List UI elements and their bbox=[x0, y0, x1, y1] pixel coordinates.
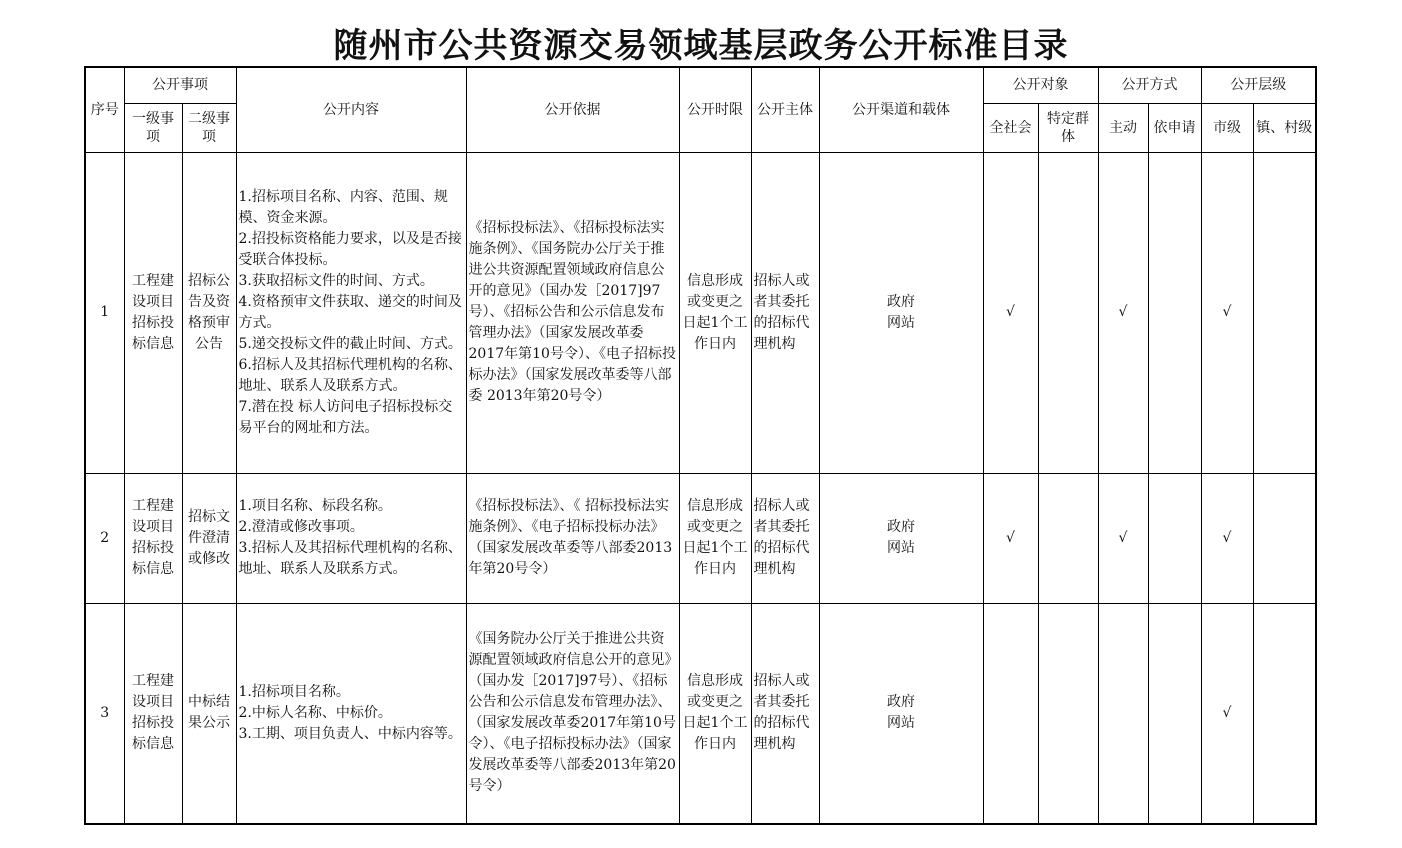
header-method-request: 依申请 bbox=[1148, 103, 1201, 152]
row-method-active-check bbox=[1098, 603, 1148, 824]
row-subject: 招标人或者其委托的招标代理机构 bbox=[751, 603, 819, 824]
row-level2: 招标文件澄清或修改 bbox=[182, 473, 236, 603]
header-basis: 公开依据 bbox=[466, 67, 679, 152]
row-level-city-check: √ bbox=[1201, 473, 1253, 603]
header-time-limit: 公开时限 bbox=[679, 67, 751, 152]
row-method-request-check bbox=[1148, 603, 1201, 824]
header-matter: 公开事项 bbox=[124, 67, 236, 103]
row-content: 1.招标项目名称。 2.中标人名称、中标价。 3.工期、项目负责人、中标内容等。 bbox=[236, 603, 466, 824]
row-seq: 1 bbox=[85, 152, 124, 473]
row-method-active-check: √ bbox=[1098, 152, 1148, 473]
table-row bbox=[85, 603, 1316, 824]
row-level-city-check: √ bbox=[1201, 603, 1253, 824]
row-method-active-check: √ bbox=[1098, 473, 1148, 603]
row-subject: 招标人或者其委托的招标代理机构 bbox=[751, 473, 819, 603]
row-target-all-check: √ bbox=[983, 473, 1038, 603]
header-subject: 公开主体 bbox=[751, 67, 819, 152]
row-level2: 招标公告及资格预审公告 bbox=[182, 152, 236, 473]
header-level: 公开层级 bbox=[1201, 67, 1316, 103]
page-title: 随州市公共资源交易领域基层政务公开标准目录 bbox=[333, 26, 1069, 66]
header-channel: 公开渠道和载体 bbox=[819, 67, 983, 152]
row-seq: 3 bbox=[85, 603, 124, 824]
header-level-town: 镇、村级 bbox=[1253, 103, 1316, 152]
row-target-specific-check bbox=[1038, 473, 1098, 603]
row-method-request-check bbox=[1148, 152, 1201, 473]
catalog-table bbox=[84, 66, 1317, 825]
header-target-specific: 特定群体 bbox=[1038, 103, 1098, 152]
row-level-town-check bbox=[1253, 473, 1316, 603]
row-time-limit: 信息形成或变更之日起1个工作日内 bbox=[679, 152, 751, 473]
header-target-all: 全社会 bbox=[983, 103, 1038, 152]
row-channel: 政府 网站 bbox=[819, 603, 983, 824]
row-channel: 政府 网站 bbox=[819, 152, 983, 473]
row-method-request-check bbox=[1148, 473, 1201, 603]
table-row bbox=[85, 152, 1316, 473]
row-channel: 政府 网站 bbox=[819, 473, 983, 603]
table-row bbox=[85, 473, 1316, 603]
header-level2: 二级事项 bbox=[182, 103, 236, 152]
row-subject: 招标人或者其委托的招标代理机构 bbox=[751, 152, 819, 473]
row-level1: 工程建设项目招标投标信息 bbox=[124, 152, 182, 473]
row-target-specific-check bbox=[1038, 603, 1098, 824]
row-time-limit: 信息形成或变更之日起1个工作日内 bbox=[679, 603, 751, 824]
row-level-town-check bbox=[1253, 152, 1316, 473]
row-basis: 《招标投标法》、《招标投标法实施条例》、《国务院办公厅关于推进公共资源配置领域政府信息公开的意见》（国办发［2017]97号）、《招标公告和公示信息发布管理办法》（国家发展改革委2017年第10号令）、《电子招标投标办法》（国家发展改革委等八部委 2013年第20号令） bbox=[466, 152, 679, 473]
row-basis: 《国务院办公厅关于推进公共资源配置领域政府信息公开的意见》（国办发［2017]97号）、《招标公告和公示信息发布管理办法》、（国家发展改革委2017年第10号令）、《电子招标投标办法》（国家发展改革委等八部委2013年第20号令） bbox=[466, 603, 679, 824]
row-target-specific-check bbox=[1038, 152, 1098, 473]
row-level-city-check: √ bbox=[1201, 152, 1253, 473]
row-content: 1.项目名称、标段名称。 2.澄清或修改事项。 3.招标人及其招标代理机构的名称、地址、联系人及联系方式。 bbox=[236, 473, 466, 603]
header-seq: 序号 bbox=[85, 67, 124, 152]
header-level-city: 市级 bbox=[1201, 103, 1253, 152]
row-time-limit: 信息形成或变更之日起1个工作日内 bbox=[679, 473, 751, 603]
row-target-all-check: √ bbox=[983, 152, 1038, 473]
row-seq: 2 bbox=[85, 473, 124, 603]
row-target-all-check bbox=[983, 603, 1038, 824]
row-level1: 工程建设项目招标投标信息 bbox=[124, 603, 182, 824]
header-content: 公开内容 bbox=[236, 67, 466, 152]
header-method: 公开方式 bbox=[1098, 67, 1201, 103]
header-method-active: 主动 bbox=[1098, 103, 1148, 152]
row-content: 1.招标项目名称、内容、范围、规模、资金来源。 2.招投标资格能力要求，以及是否接受联合体投标。 3.获取招标文件的时间、方式。 4.资格预审文件获取、递交的时间及方式。 5.递交投标文件的截止时间、方式。 6.招标人及其招标代理机构的名称、地址、联系人及联系方式。 7.潜在投 标人访问电子招标投标交易平台的网址和方法。 bbox=[236, 152, 466, 473]
header-target: 公开对象 bbox=[983, 67, 1098, 103]
row-level1: 工程建设项目招标投标信息 bbox=[124, 473, 182, 603]
row-basis: 《招标投标法》、《 招标投标法实施条例》、《电子招标投标办法》（国家发展改革委等八部委2013年第20号令） bbox=[466, 473, 679, 603]
row-level2: 中标结果公示 bbox=[182, 603, 236, 824]
header-level1: 一级事项 bbox=[124, 103, 182, 152]
row-level-town-check bbox=[1253, 603, 1316, 824]
